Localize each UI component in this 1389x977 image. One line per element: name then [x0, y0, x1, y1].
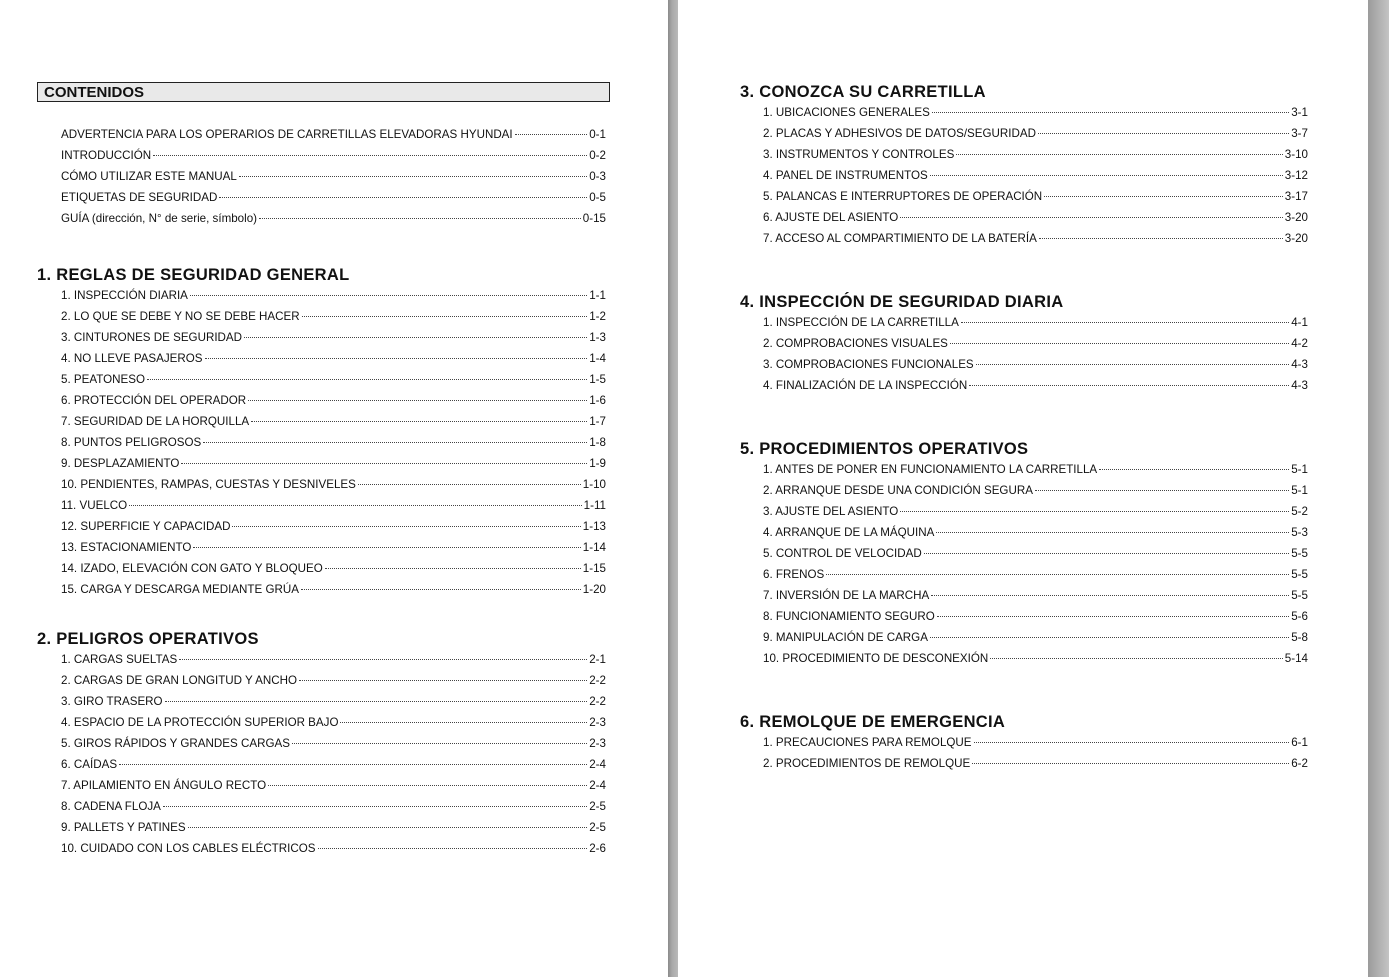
toc-entry: [763, 589, 1308, 610]
toc-entry: [61, 457, 606, 478]
viewer-edge: [1368, 0, 1389, 977]
toc-entry-label: 7. ACCESO AL COMPARTIMIENTO DE LA BATERÍA: [763, 232, 1037, 245]
toc-entry-page: 3-20: [1284, 232, 1308, 245]
toc-entry-label: ETIQUETAS DE SEGURIDAD: [61, 191, 218, 204]
toc-entry-page: 5-14: [1284, 652, 1308, 665]
section-3-list: [763, 106, 1308, 253]
toc-entry-label: 1. UBICACIONES GENERALES: [763, 106, 930, 119]
dot-leader: [219, 197, 587, 198]
toc-entry: [61, 800, 606, 821]
toc-entry-page: 5-1: [1291, 463, 1308, 476]
toc-entry-label: 3. INSTRUMENTOS Y CONTROLES: [763, 148, 955, 161]
toc-entry: [763, 211, 1308, 232]
toc-entry-label: 5. CONTROL DE VELOCIDAD: [763, 547, 922, 560]
toc-entry-page: 1-10: [582, 478, 606, 491]
dot-leader: [302, 316, 588, 317]
dot-leader: [900, 511, 1289, 512]
toc-entry: [763, 757, 1308, 778]
toc-entry: [61, 373, 606, 394]
toc-entry-page: 3-10: [1284, 148, 1308, 161]
toc-entry-label: 12. SUPERFICIE Y CAPACIDAD: [61, 520, 231, 533]
toc-entry-label: 4. ESPACIO DE LA PROTECCIÓN SUPERIOR BAJO: [61, 716, 339, 729]
dot-leader: [515, 134, 588, 135]
toc-entry-label: 8. CADENA FLOJA: [61, 800, 161, 813]
toc-entry-label: 7. SEGURIDAD DE LA HORQUILLA: [61, 415, 250, 428]
toc-entry-page: 5-3: [1291, 526, 1308, 539]
toc-entry-page: 3-12: [1284, 169, 1308, 182]
toc-entry: [61, 415, 606, 436]
toc-entry-page: 2-3: [589, 716, 606, 729]
toc-entry-label: 4. ARRANQUE DE LA MÁQUINA: [763, 526, 935, 539]
section-4-list: [763, 316, 1308, 400]
toc-entry-label: 9. MANIPULACIÓN DE CARGA: [763, 631, 928, 644]
dot-leader: [930, 175, 1283, 176]
section-5-list: [763, 463, 1308, 673]
toc-entry: [61, 331, 606, 352]
toc-entry: [763, 547, 1308, 568]
toc-entry-label: 10. PROCEDIMIENTO DE DESCONEXIÓN: [763, 652, 989, 665]
dot-leader: [179, 659, 587, 660]
toc-entry-label: 6. CAÍDAS: [61, 758, 118, 771]
dot-leader: [974, 742, 1290, 743]
section-6-list: [763, 736, 1308, 778]
toc-entry-page: 4-3: [1291, 358, 1308, 371]
toc-entry-label: 9. PALLETS Y PATINES: [61, 821, 186, 834]
toc-entry-label: 3. AJUSTE DEL ASIENTO: [763, 505, 899, 518]
toc-entry-label: 1. CARGAS SUELTAS: [61, 653, 178, 666]
toc-entry-page: 2-6: [589, 842, 606, 855]
dot-leader: [153, 155, 587, 156]
toc-entry-label: 13. ESTACIONAMIENTO: [61, 541, 192, 554]
dot-leader: [358, 484, 581, 485]
dot-leader: [165, 701, 588, 702]
toc-entry-label: 6. FRENOS: [763, 568, 825, 581]
toc-entry-label: 5. PALANCAS E INTERRUPTORES DE OPERACIÓN: [763, 190, 1043, 203]
toc-entry: [763, 148, 1308, 169]
toc-entry: [763, 568, 1308, 589]
toc-entry-label: 1. ANTES DE PONER EN FUNCIONAMIENTO LA CARRETILLA: [763, 463, 1098, 476]
toc-entry-label: 10. PENDIENTES, RAMPAS, CUESTAS Y DESNIVELES: [61, 478, 356, 491]
toc-entry-page: 4-2: [1291, 337, 1308, 350]
toc-entry-label: 2. LO QUE SE DEBE Y NO SE DEBE HACER: [61, 310, 300, 323]
toc-entry-label: 8. PUNTOS PELIGROSOS: [61, 436, 202, 449]
dot-leader: [259, 218, 581, 219]
dot-leader: [239, 176, 587, 177]
toc-entry-page: 3-1: [1291, 106, 1308, 119]
section-2-title: 2. PELIGROS OPERATIVOS: [37, 630, 259, 648]
toc-entry-page: 5-5: [1291, 589, 1308, 602]
toc-entry-label: 7. APILAMIENTO EN ÁNGULO RECTO: [61, 779, 267, 792]
toc-entry-label: 2. COMPROBACIONES VISUALES: [763, 337, 948, 350]
toc-entry: [763, 316, 1308, 337]
dot-leader: [1044, 196, 1283, 197]
section-3-title: 3. CONOZCA SU CARRETILLA: [740, 83, 986, 101]
dot-leader: [301, 589, 581, 590]
toc-entry: [61, 779, 606, 800]
toc-entry: [61, 520, 606, 541]
toc-entry: [763, 652, 1308, 673]
toc-entry-label: 15. CARGA Y DESCARGA MEDIANTE GRÚA: [61, 583, 299, 596]
toc-entry-page: 1-7: [589, 415, 606, 428]
toc-entry-label: 6. PROTECCIÓN DEL OPERADOR: [61, 394, 247, 407]
toc-entry-page: 5-5: [1291, 547, 1308, 560]
section-1-list: [61, 289, 606, 604]
toc-entry-page: 4-1: [1291, 316, 1308, 329]
toc-entry-page: 0-15: [582, 212, 606, 225]
toc-entry-page: 1-20: [582, 583, 606, 596]
toc-entry-page: 2-5: [589, 821, 606, 834]
toc-entry: [61, 541, 606, 562]
toc-entry-page: 0-1: [589, 128, 606, 141]
dot-leader: [147, 379, 587, 380]
toc-entry-page: 5-6: [1291, 610, 1308, 623]
dot-leader: [325, 568, 581, 569]
toc-entry-page: 1-4: [589, 352, 606, 365]
toc-entry-label: CÓMO UTILIZAR ESTE MANUAL: [61, 170, 237, 183]
toc-entry-page: 2-5: [589, 800, 606, 813]
dot-leader: [190, 295, 587, 296]
toc-entry-page: 1-3: [589, 331, 606, 344]
toc-entry: [763, 610, 1308, 631]
toc-entry: [61, 842, 606, 863]
toc-entry: [763, 736, 1308, 757]
dot-leader: [1039, 238, 1283, 239]
section-6-title: 6. REMOLQUE DE EMERGENCIA: [740, 713, 1006, 731]
dot-leader: [956, 154, 1282, 155]
toc-entry-page: 1-6: [589, 394, 606, 407]
toc-entry-page: 1-2: [589, 310, 606, 323]
toc-entry-page: 0-5: [589, 191, 606, 204]
page-divider: [668, 0, 678, 977]
toc-entry-label: 6. AJUSTE DEL ASIENTO: [763, 211, 899, 224]
toc-entry: [763, 505, 1308, 526]
toc-entry-page: 6-1: [1291, 736, 1308, 749]
dot-leader: [163, 806, 587, 807]
toc-entry: [61, 499, 606, 520]
toc-entry-label: 2. ARRANQUE DESDE UNA CONDICIÓN SEGURA: [763, 484, 1033, 497]
toc-entry-page: 1-13: [582, 520, 606, 533]
toc-entry: [763, 106, 1308, 127]
toc-entry: [61, 212, 606, 233]
toc-entry-page: 5-5: [1291, 568, 1308, 581]
dot-leader: [826, 574, 1289, 575]
toc-entry: [61, 562, 606, 583]
toc-entry-label: 5. GIROS RÁPIDOS Y GRANDES CARGAS: [61, 737, 290, 750]
toc-entry: [61, 695, 606, 716]
toc-entry-page: 1-9: [589, 457, 606, 470]
toc-entry-page: 2-4: [589, 758, 606, 771]
contents-heading: CONTENIDOS: [37, 82, 610, 102]
toc-entry-page: 2-1: [589, 653, 606, 666]
toc-entry-label: 3. GIRO TRASERO: [61, 695, 163, 708]
toc-entry: [763, 484, 1308, 505]
toc-entry: [61, 149, 606, 170]
toc-entry: [763, 358, 1308, 379]
dot-leader: [924, 553, 1290, 554]
section-4-title: 4. INSPECCIÓN DE SEGURIDAD DIARIA: [740, 293, 1064, 311]
toc-entry: [763, 463, 1308, 484]
dot-leader: [931, 595, 1289, 596]
section-1-title: 1. REGLAS DE SEGURIDAD GENERAL: [37, 266, 350, 284]
dot-leader: [292, 743, 587, 744]
toc-entry-label: 2. PROCEDIMIENTOS DE REMOLQUE: [763, 757, 971, 770]
toc-entry-page: 4-3: [1291, 379, 1308, 392]
dot-leader: [268, 785, 587, 786]
toc-entry: [763, 232, 1308, 253]
dot-leader: [181, 463, 587, 464]
dot-leader: [248, 400, 587, 401]
dot-leader: [932, 112, 1289, 113]
toc-entry: [61, 128, 606, 149]
dot-leader: [1038, 133, 1289, 134]
toc-entry-label: 1. INSPECCIÓN DIARIA: [61, 289, 188, 302]
toc-entry: [61, 352, 606, 373]
toc-entry-label: 1. INSPECCIÓN DE LA CARRETILLA: [763, 316, 959, 329]
dot-leader: [299, 680, 587, 681]
dot-leader: [232, 526, 580, 527]
dot-leader: [900, 217, 1282, 218]
toc-entry-page: 1-8: [589, 436, 606, 449]
toc-entry-label: 4. NO LLEVE PASAJEROS: [61, 352, 203, 365]
dot-leader: [937, 616, 1289, 617]
toc-entry-label: 1. PRECAUCIONES PARA REMOLQUE: [763, 736, 972, 749]
dot-leader: [976, 364, 1290, 365]
dot-leader: [203, 442, 587, 443]
dot-leader: [990, 658, 1283, 659]
toc-entry-label: 7. INVERSIÓN DE LA MARCHA: [763, 589, 930, 602]
toc-entry: [763, 169, 1308, 190]
toc-entry-label: 3. COMPROBACIONES FUNCIONALES: [763, 358, 974, 371]
toc-entry-page: 2-2: [589, 674, 606, 687]
dot-leader: [318, 848, 588, 849]
dot-leader: [930, 637, 1289, 638]
dot-leader: [205, 358, 588, 359]
toc-entry-label: 14. IZADO, ELEVACIÓN CON GATO Y BLOQUEO: [61, 562, 323, 575]
toc-entry-label: 11. VUELCO: [61, 499, 128, 512]
toc-entry: [61, 394, 606, 415]
toc-entry-page: 1-15: [582, 562, 606, 575]
toc-entry: [61, 821, 606, 842]
dot-leader: [1035, 490, 1289, 491]
toc-entry: [61, 674, 606, 695]
toc-entry-page: 1-5: [589, 373, 606, 386]
toc-entry-label: 2. PLACAS Y ADHESIVOS DE DATOS/SEGURIDAD: [763, 127, 1036, 140]
dot-leader: [340, 722, 587, 723]
section-2-list: [61, 653, 606, 863]
toc-entry-page: 5-2: [1291, 505, 1308, 518]
intro-list: [61, 128, 606, 233]
toc-entry: [763, 631, 1308, 652]
toc-entry-page: 0-3: [589, 170, 606, 183]
toc-entry: [763, 379, 1308, 400]
toc-entry: [61, 289, 606, 310]
toc-entry-label: ADVERTENCIA PARA LOS OPERARIOS DE CARRETILLAS ELEVADORAS HYUNDAI: [61, 128, 513, 141]
toc-entry-label: 5. PEATONESO: [61, 373, 145, 386]
toc-entry-page: 1-14: [582, 541, 606, 554]
toc-entry: [61, 170, 606, 191]
toc-entry: [61, 310, 606, 331]
dot-leader: [119, 764, 587, 765]
dot-leader: [188, 827, 588, 828]
dot-leader: [961, 322, 1289, 323]
toc-entry-page: 2-4: [589, 779, 606, 792]
toc-entry: [763, 526, 1308, 547]
toc-entry-label: INTRODUCCIÓN: [61, 149, 152, 162]
dot-leader: [969, 385, 1289, 386]
dot-leader: [972, 763, 1289, 764]
toc-entry-page: 1-11: [583, 499, 606, 512]
toc-entry: [61, 653, 606, 674]
toc-entry-page: 5-8: [1291, 631, 1308, 644]
dot-leader: [193, 547, 580, 548]
toc-entry-page: 3-20: [1284, 211, 1308, 224]
dot-leader: [251, 421, 587, 422]
toc-entry-page: 3-17: [1284, 190, 1308, 203]
toc-entry: [61, 191, 606, 212]
toc-entry-label: GUÍA (dirección, N° de serie, símbolo): [61, 212, 258, 225]
toc-entry-page: 3-7: [1291, 127, 1308, 140]
toc-entry-page: 1-1: [589, 289, 606, 302]
toc-entry: [763, 190, 1308, 211]
toc-entry-label: 9. DESPLAZAMIENTO: [61, 457, 180, 470]
toc-entry: [763, 127, 1308, 148]
toc-entry-label: 8. FUNCIONAMIENTO SEGURO: [763, 610, 935, 623]
page-right: [678, 0, 1368, 977]
toc-entry-page: 0-2: [589, 149, 606, 162]
dot-leader: [950, 343, 1289, 344]
dot-leader: [936, 532, 1289, 533]
toc-entry: [61, 436, 606, 457]
dot-leader: [129, 505, 582, 506]
toc-entry-label: 3. CINTURONES DE SEGURIDAD: [61, 331, 243, 344]
toc-entry: [61, 478, 606, 499]
toc-entry: [61, 737, 606, 758]
dot-leader: [244, 337, 587, 338]
toc-entry: [61, 758, 606, 779]
page-left: [0, 0, 668, 977]
toc-entry-label: 4. FINALIZACIÓN DE LA INSPECCIÓN: [763, 379, 968, 392]
toc-entry-label: 2. CARGAS DE GRAN LONGITUD Y ANCHO: [61, 674, 298, 687]
toc-entry-label: 10. CUIDADO CON LOS CABLES ELÉCTRICOS: [61, 842, 316, 855]
dot-leader: [1099, 469, 1289, 470]
toc-entry: [763, 337, 1308, 358]
toc-entry: [61, 716, 606, 737]
toc-entry-page: 2-3: [589, 737, 606, 750]
toc-entry: [61, 583, 606, 604]
toc-entry-page: 2-2: [589, 695, 606, 708]
toc-entry-label: 4. PANEL DE INSTRUMENTOS: [763, 169, 928, 182]
toc-entry-page: 6-2: [1291, 757, 1308, 770]
section-5-title: 5. PROCEDIMIENTOS OPERATIVOS: [740, 440, 1029, 458]
toc-entry-page: 5-1: [1291, 484, 1308, 497]
